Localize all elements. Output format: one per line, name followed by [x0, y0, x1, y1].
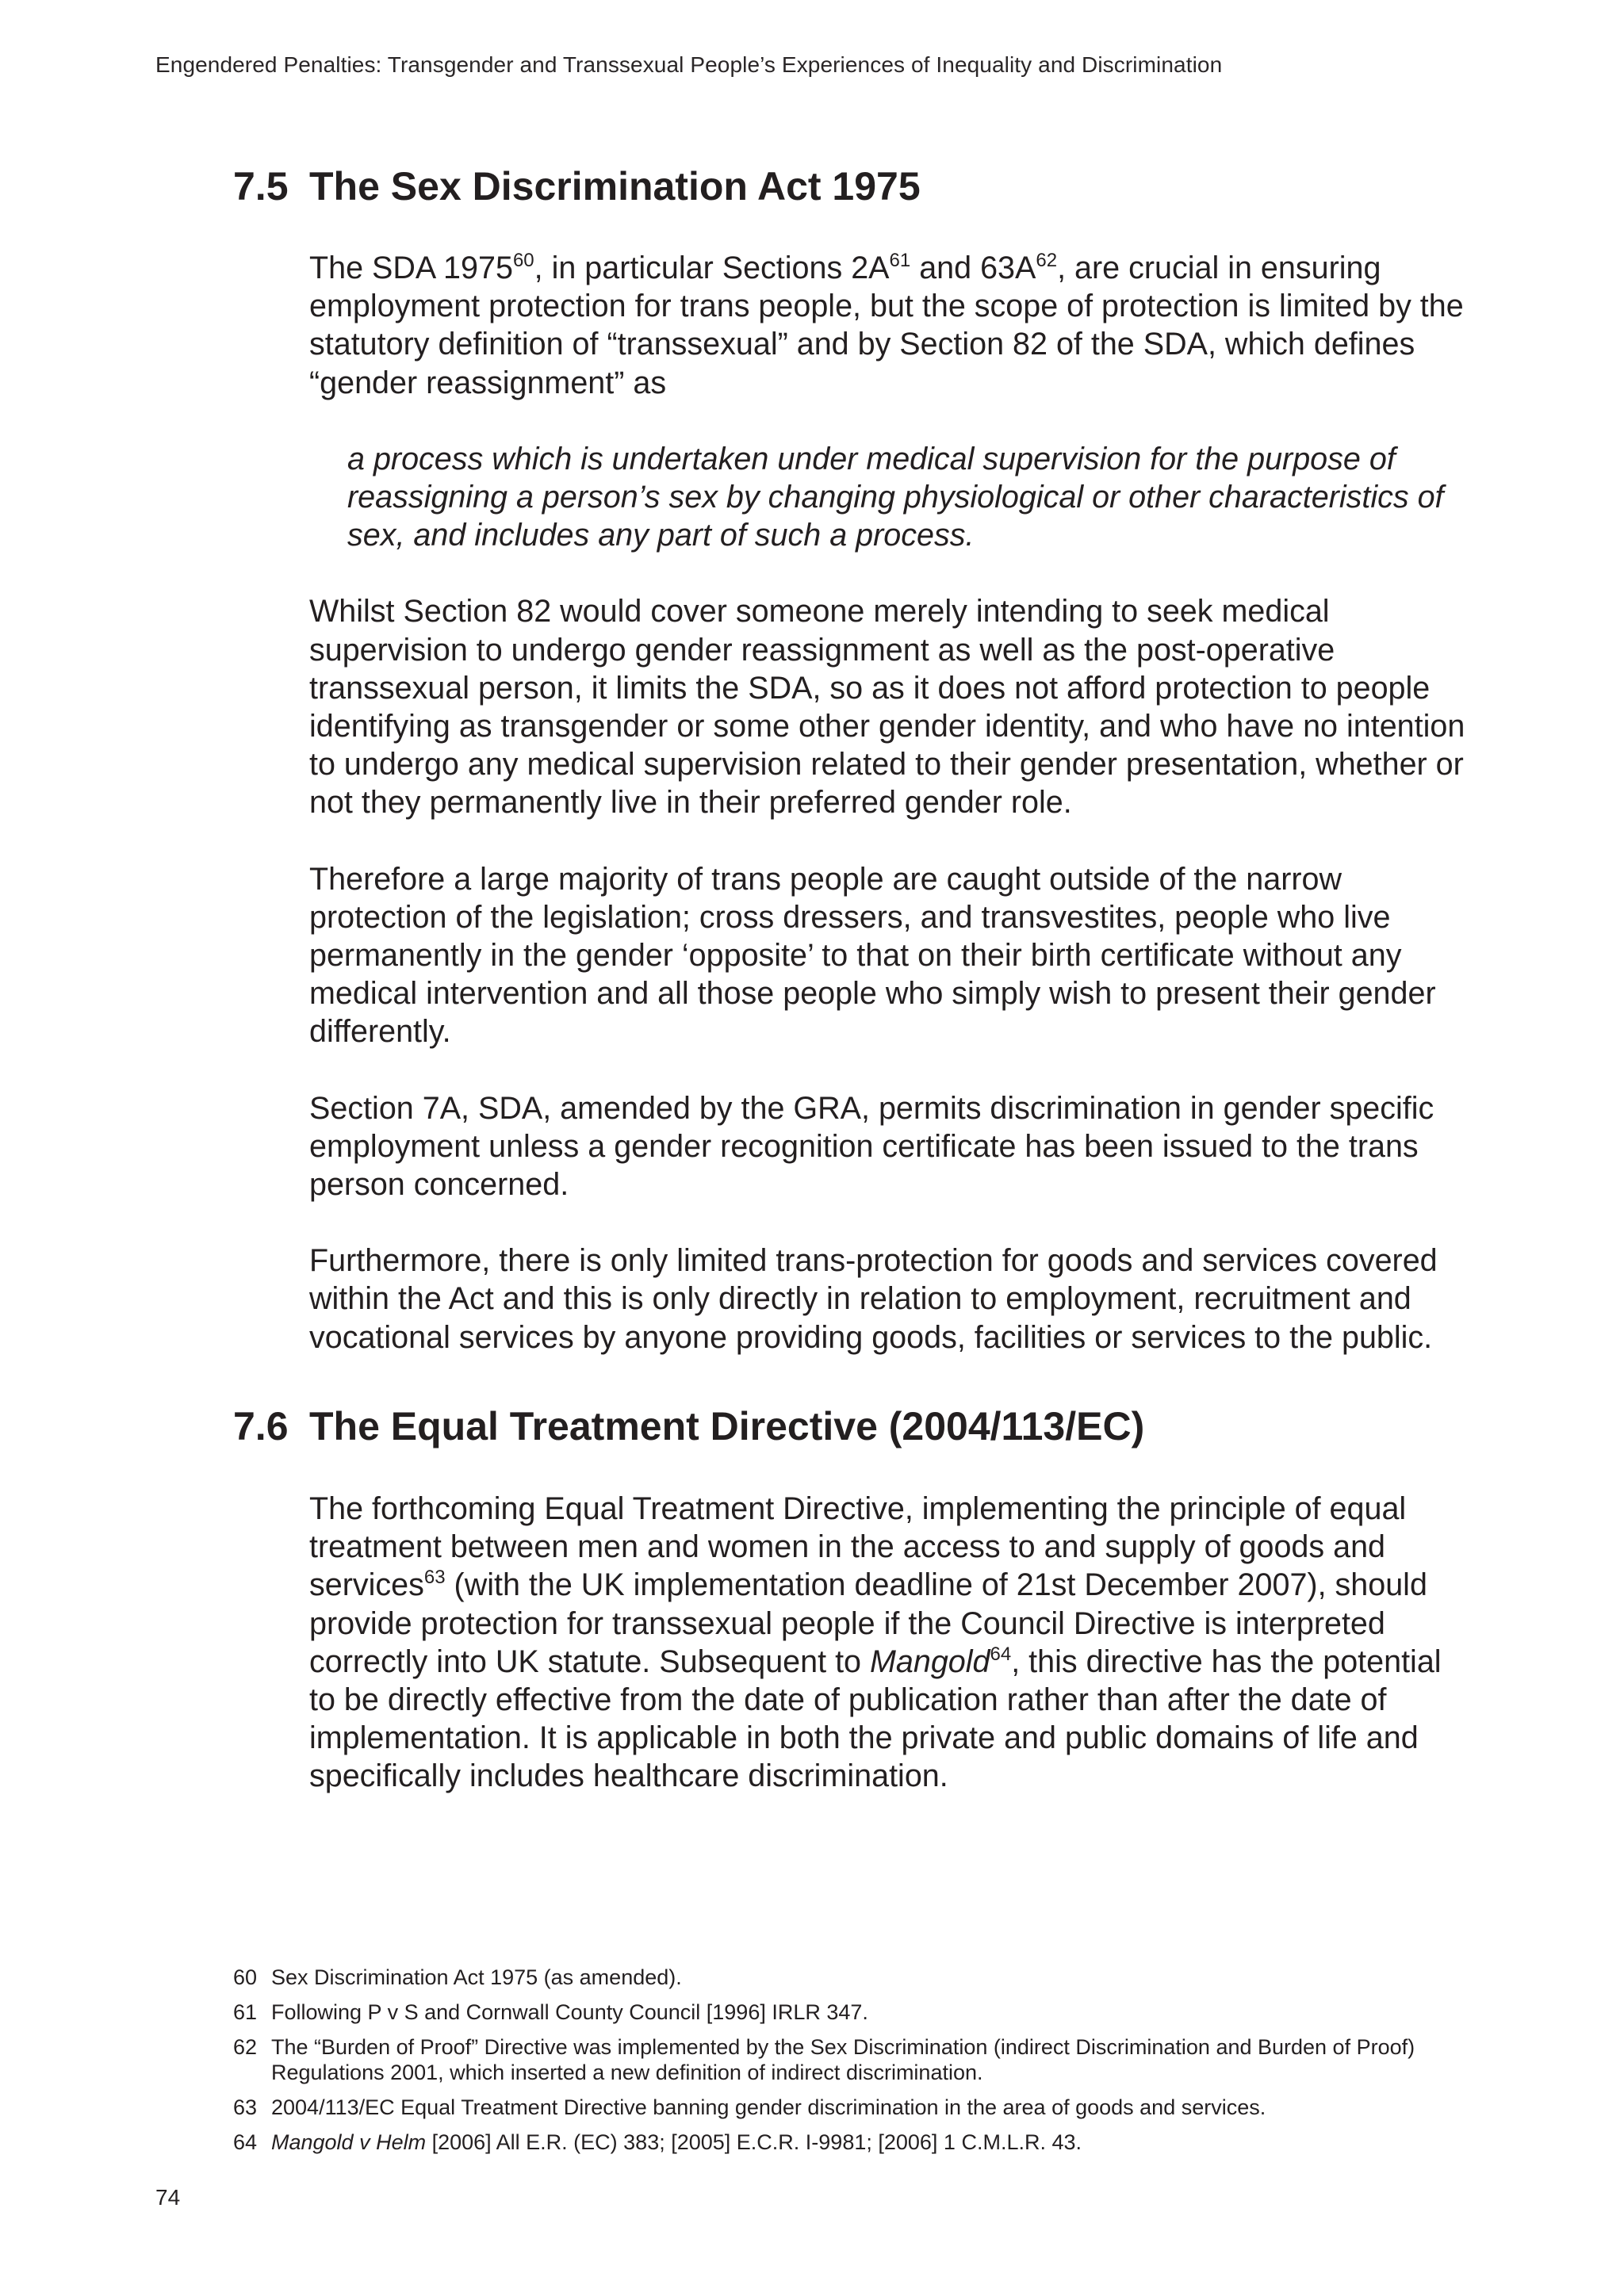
block-quote: a process which is undertaken under medical supervision for the purpose of reassigning a person’s sex by changing physiological or other characteristics of sex, and includes any part of such a process.	[347, 441, 1444, 553]
footnote-ref-64[interactable]: 64	[990, 1643, 1012, 1665]
section-7-6-body	[309, 1490, 1475, 1834]
footnote-text: The “Burden of Proof” Directive was implemented by the Sex Discrimination (indirect Discrimination and Burden of Proof) Regulations 2001, which inserted a new definition of indirect discrimination.	[271, 2035, 1415, 2084]
footnote-63	[233, 2095, 1486, 2120]
footnote-text: 2004/113/EC Equal Treatment Directive banning gender discrimination in the area of goods and services.	[271, 2095, 1266, 2119]
section-number: 7.6	[233, 1404, 289, 1448]
text-run: The SDA 1975	[309, 251, 513, 285]
paragraph	[309, 1490, 1475, 1796]
footnote-number: 64	[233, 2130, 258, 2154]
footnote-number: 60	[233, 1965, 258, 1989]
text-run: (with the UK implementation deadline of 21st December 2007), should provide protection for transsexual people if the Council Directive is interpreted correctly into UK statute. Subsequent to	[309, 1567, 1427, 1679]
footnote-60	[233, 1965, 1486, 1990]
footnote-ref-62[interactable]: 62	[1036, 250, 1058, 271]
paragraph	[309, 249, 1475, 402]
paragraph: Whilst Section 82 would cover someone merely intending to seek medical supervision to undergo gender reassignment as well as the post-operative transsexual person, it limits the SDA, so as it does not afford protection to people identifying as transgender or some other gender identity, and who have no intention to undergo any medical supervision related to their gender presentation, whether or not they permanently live in their preferred gender role.	[309, 594, 1465, 821]
citation-text: [2006] All E.R. (EC) 383; [2005] E.C.R. I-9981; [2006] 1 C.M.L.R. 43.	[426, 2130, 1082, 2154]
paragraph: Therefore a large majority of trans people are caught outside of the narrow protection of the legislation; cross dressers, and transvestites, people who live permanently in the gender ‘opposite’ to that on their birth certificate without any medical intervention and all those people who simply wish to present their gender differently.	[309, 861, 1436, 1050]
section-heading-7-6	[233, 1403, 1502, 1449]
footnote-62	[233, 2034, 1486, 2085]
text-run: , in particular Sections 2A	[534, 251, 890, 285]
footnote-text: Sex Discrimination Act 1975 (as amended).	[271, 1965, 682, 1989]
footnote-number: 63	[233, 2095, 258, 2119]
running-header: Engendered Penalties: Transgender and Transsexual People’s Experiences of Inequality and Discrimination	[155, 52, 1223, 77]
case-name: Mangold	[870, 1644, 990, 1679]
footnote-number: 61	[233, 2000, 258, 2024]
paragraph: Section 7A, SDA, amended by the GRA, permits discrimination in gender specific employment unless a gender recognition certificate has been issued to the trans person concerned.	[309, 1090, 1434, 1203]
text-run: , are crucial in ensuring employment protection for trans people, but the scope of protection is limited by the statutory definition of “transsexual” and by Section 82 of the SDA, which defines “gender reassignment” as	[309, 251, 1464, 400]
footnote-text: Following P v S and Cornwall County Council [1996] IRLR 347.	[271, 2000, 868, 2024]
section-7-5-body	[309, 249, 1475, 1395]
footnote-ref-63[interactable]: 63	[423, 1567, 446, 1589]
footnote-ref-60[interactable]: 60	[512, 250, 534, 271]
footnote-61	[233, 1999, 1486, 2025]
footnote-number: 62	[233, 2035, 258, 2059]
footnote-ref-61[interactable]: 61	[889, 250, 911, 271]
footnote-text	[271, 2130, 1486, 2155]
section-heading-7-5	[233, 163, 1502, 209]
section-title: The Equal Treatment Directive (2004/113/EC)	[309, 1404, 1145, 1448]
footnote-64	[233, 2130, 1486, 2155]
section-title: The Sex Discrimination Act 1975	[309, 164, 921, 209]
page-number: 74	[155, 2185, 181, 2210]
footnotes	[233, 1965, 1486, 2164]
text-run: and 63A	[910, 251, 1036, 285]
text-run: , this directive has the potential to be directly effective from the date of publication rather than after the date of implementation. It is applicable in both the private and public domains of life and specifically includes healthcare discrimination.	[309, 1644, 1442, 1794]
section-number: 7.5	[233, 164, 289, 209]
case-name: Mangold v Helm	[271, 2130, 427, 2154]
text-run: The forthcoming Equal Treatment Directive, implementing the principle of equal treatment between men and women in the access to and supply of goods and services	[309, 1491, 1407, 1603]
paragraph: Furthermore, there is only limited trans-protection for goods and services covered within the Act and this is only directly in relation to employment, recruitment and vocational services by anyone providing goods, facilities or services to the public.	[309, 1243, 1438, 1355]
